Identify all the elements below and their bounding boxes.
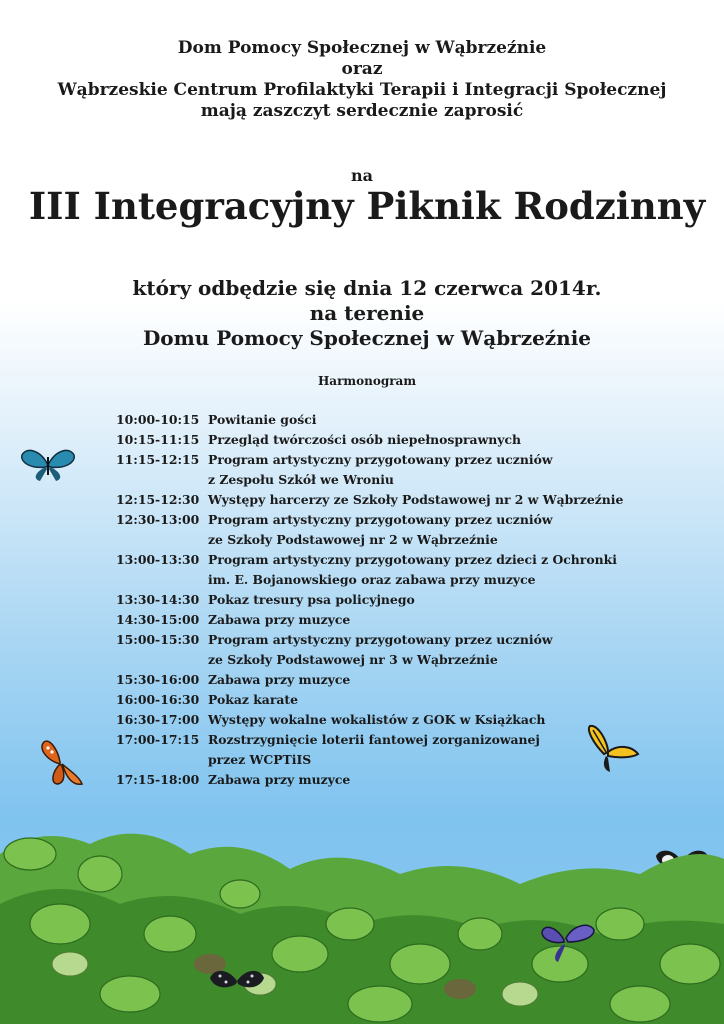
schedule-row	[116, 490, 676, 510]
schedule-time: 15:00-15:30	[116, 632, 200, 647]
butterfly-purple-icon	[540, 920, 596, 964]
schedule-time	[116, 570, 208, 590]
schedule-time: 12:15-12:30	[116, 492, 200, 507]
schedule-activity: Program artystyczny przygotowany przez uczniów	[208, 452, 553, 467]
organizer-2: Wąbrzeskie Centrum Profilaktyki Terapii i Integracji Społecznej	[57, 80, 667, 100]
schedule-row	[116, 450, 676, 470]
foliage-border	[0, 814, 724, 1024]
schedule-activity: Program artystyczny przygotowany przez uczniów	[208, 512, 553, 527]
header	[0, 38, 724, 122]
schedule-activity: przez WCPTiIS	[208, 752, 312, 767]
butterfly-dark-icon	[208, 966, 266, 996]
schedule-row	[116, 550, 676, 570]
event-details	[0, 276, 724, 351]
schedule-time: 16:30-17:00	[116, 712, 200, 727]
schedule-time: 17:15-18:00	[116, 772, 200, 787]
schedule-time: 14:30-15:00	[116, 612, 200, 627]
event-place-2: Domu Pomocy Społecznej w Wąbrzeźnie	[142, 326, 592, 350]
schedule-time: 16:00-16:30	[116, 692, 200, 707]
schedule-heading: Harmonogram	[317, 374, 417, 388]
schedule-time: 17:00-17:15	[116, 732, 200, 747]
schedule-time	[116, 530, 208, 550]
event-date: który odbędzie się dnia 12 czerwca 2014r.	[132, 276, 602, 300]
schedule-row	[116, 610, 676, 630]
schedule-row	[116, 670, 676, 690]
schedule-time: 13:30-14:30	[116, 592, 200, 607]
schedule-activity: Pokaz tresury psa policyjnego	[208, 592, 415, 607]
organizer-1: Dom Pomocy Społecznej w Wąbrzeźnie	[177, 38, 547, 58]
conjunction: oraz	[341, 59, 383, 79]
butterfly-orange-icon	[36, 738, 86, 788]
schedule-time	[116, 650, 208, 670]
butterfly-blue-icon	[20, 447, 76, 483]
schedule-row	[116, 650, 676, 670]
butterfly-yellow-swallowtail-icon	[584, 724, 642, 774]
invitation-line: mają zaszczyt serdecznie zaprosić	[200, 101, 524, 121]
schedule-activity: Program artystyczny przygotowany przez uczniów	[208, 632, 553, 647]
schedule-time: 15:30-16:00	[116, 672, 200, 687]
schedule-time	[116, 750, 208, 770]
schedule-activity: Program artystyczny przygotowany przez dzieci z Ochronki	[208, 552, 617, 567]
schedule-row	[116, 690, 676, 710]
schedule-row	[116, 510, 676, 530]
schedule-row	[116, 430, 676, 450]
schedule-activity: Powitanie gości	[208, 412, 317, 427]
event-title: III Integracyjny Piknik Rodzinny	[28, 184, 706, 228]
schedule-row	[116, 630, 676, 650]
schedule-row	[116, 570, 676, 590]
schedule-time: 12:30-13:00	[116, 512, 200, 527]
schedule-time: 10:00-10:15	[116, 412, 200, 427]
schedule-activity: Zabawa przy muzyce	[208, 672, 351, 687]
schedule-time: 11:15-12:15	[116, 452, 200, 467]
schedule-time	[116, 470, 208, 490]
schedule-activity: ze Szkoły Podstawowej nr 2 w Wąbrzeźnie	[208, 532, 498, 547]
schedule-row	[116, 470, 676, 490]
schedule-activity: Występy harcerzy ze Szkoły Podstawowej nr 2 w Wąbrzeźnie	[208, 492, 624, 507]
schedule-activity: z Zespołu Szkół we Wroniu	[208, 472, 394, 487]
schedule-activity: im. E. Bojanowskiego oraz zabawa przy muzyce	[208, 572, 536, 587]
leaves-illustration	[0, 814, 724, 1024]
schedule-row	[116, 410, 676, 430]
schedule-row	[116, 590, 676, 610]
schedule-activity: Zabawa przy muzyce	[208, 772, 351, 787]
schedule-activity: Przegląd twórczości osób niepełnosprawnych	[208, 432, 522, 447]
schedule-activity: Zabawa przy muzyce	[208, 612, 351, 627]
event-place-1: na terenie	[309, 301, 425, 325]
schedule-time: 13:00-13:30	[116, 552, 200, 567]
schedule-activity: Pokaz karate	[208, 692, 298, 707]
schedule-activity: Występy wokalne wokalistów z GOK w Książkach	[208, 712, 546, 727]
schedule-time: 10:15-11:15	[116, 432, 200, 447]
schedule-activity: ze Szkoły Podstawowej nr 3 w Wąbrzeźnie	[208, 652, 498, 667]
schedule-activity: Rozstrzygnięcie loterii fantowej zorganizowanej	[208, 732, 540, 747]
schedule-row	[116, 530, 676, 550]
na-label: na	[351, 166, 373, 185]
